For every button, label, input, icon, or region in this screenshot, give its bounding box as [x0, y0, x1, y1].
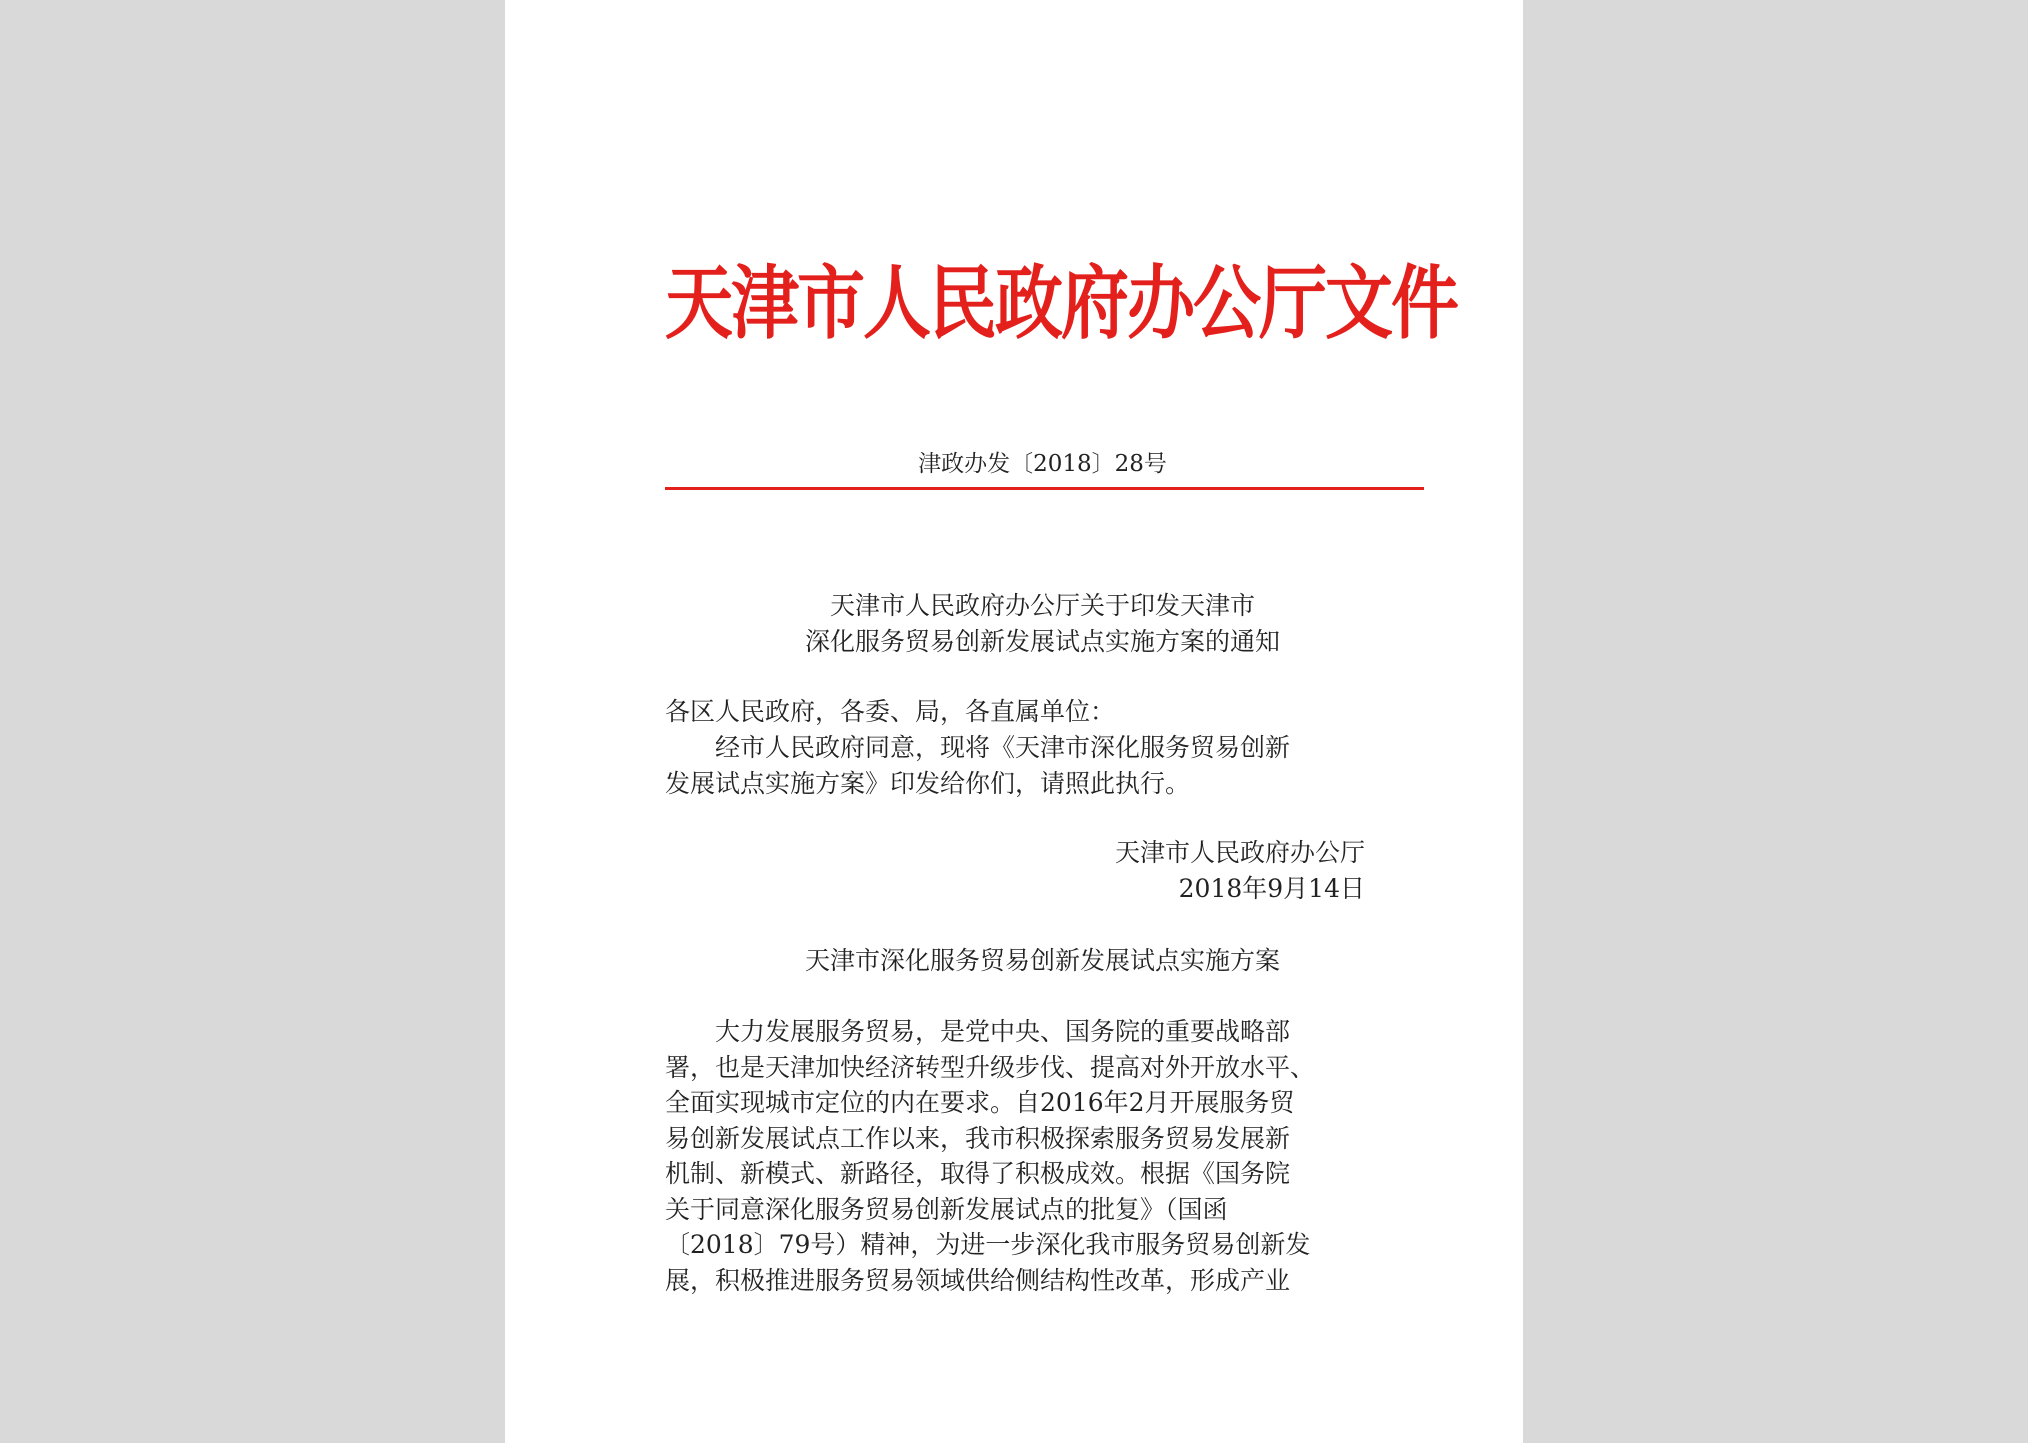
plan-line: 〔2018〕79号）精神，为进一步深化我市服务贸易创新发	[665, 1230, 1311, 1259]
document-number: 津政办发〔2018〕28号	[918, 451, 1167, 477]
plan-line: 署，也是天津加快经济转型升级步伐、提高对外开放水平、	[665, 1052, 1316, 1082]
plan-body	[665, 1014, 1365, 1298]
red-divider	[665, 487, 1424, 490]
plan-line: 机制、新模式、新路径，取得了积极成效。根据《国务院	[665, 1159, 1291, 1188]
signature-block	[665, 835, 1365, 907]
notice-title-line: 天津市人民政府办公厅关于印发天津市	[829, 591, 1255, 620]
notice-body	[665, 694, 1365, 802]
plan-line: 关于同意深化服务贸易创新发展试点的批复》（国函	[665, 1194, 1228, 1224]
plan-line: 全面实现城市定位的内在要求。自2016年2月开展服务贸	[665, 1088, 1295, 1117]
plan-title: 天津市深化服务贸易创新发展试点实施方案	[804, 946, 1280, 975]
salutation: 各区人民政府，各委、局，各直属单位：	[665, 697, 1116, 726]
notice-title	[665, 588, 1420, 660]
body-line: 经市人民政府同意，现将《天津市深化服务贸易创新	[715, 733, 1291, 762]
plan-line: 大力发展服务贸易，是党中央、国务院的重要战略部	[715, 1017, 1291, 1046]
document-page	[505, 0, 1523, 1443]
signature-issuer: 天津市人民政府办公厅	[1114, 838, 1365, 867]
signature-date: 2018年9月14日	[1178, 874, 1365, 903]
body-line: 发展试点实施方案》印发给你们，请照此执行。	[665, 769, 1191, 798]
notice-title-line: 深化服务贸易创新发展试点实施方案的通知	[804, 627, 1280, 656]
plan-line: 易创新发展试点工作以来，我市积极探索服务贸易发展新	[665, 1123, 1291, 1153]
plan-line: 展，积极推进服务贸易领域供给侧结构性改革，形成产业	[665, 1265, 1291, 1295]
header-title: 天津市人民政府办公厅文件	[665, 256, 1458, 351]
